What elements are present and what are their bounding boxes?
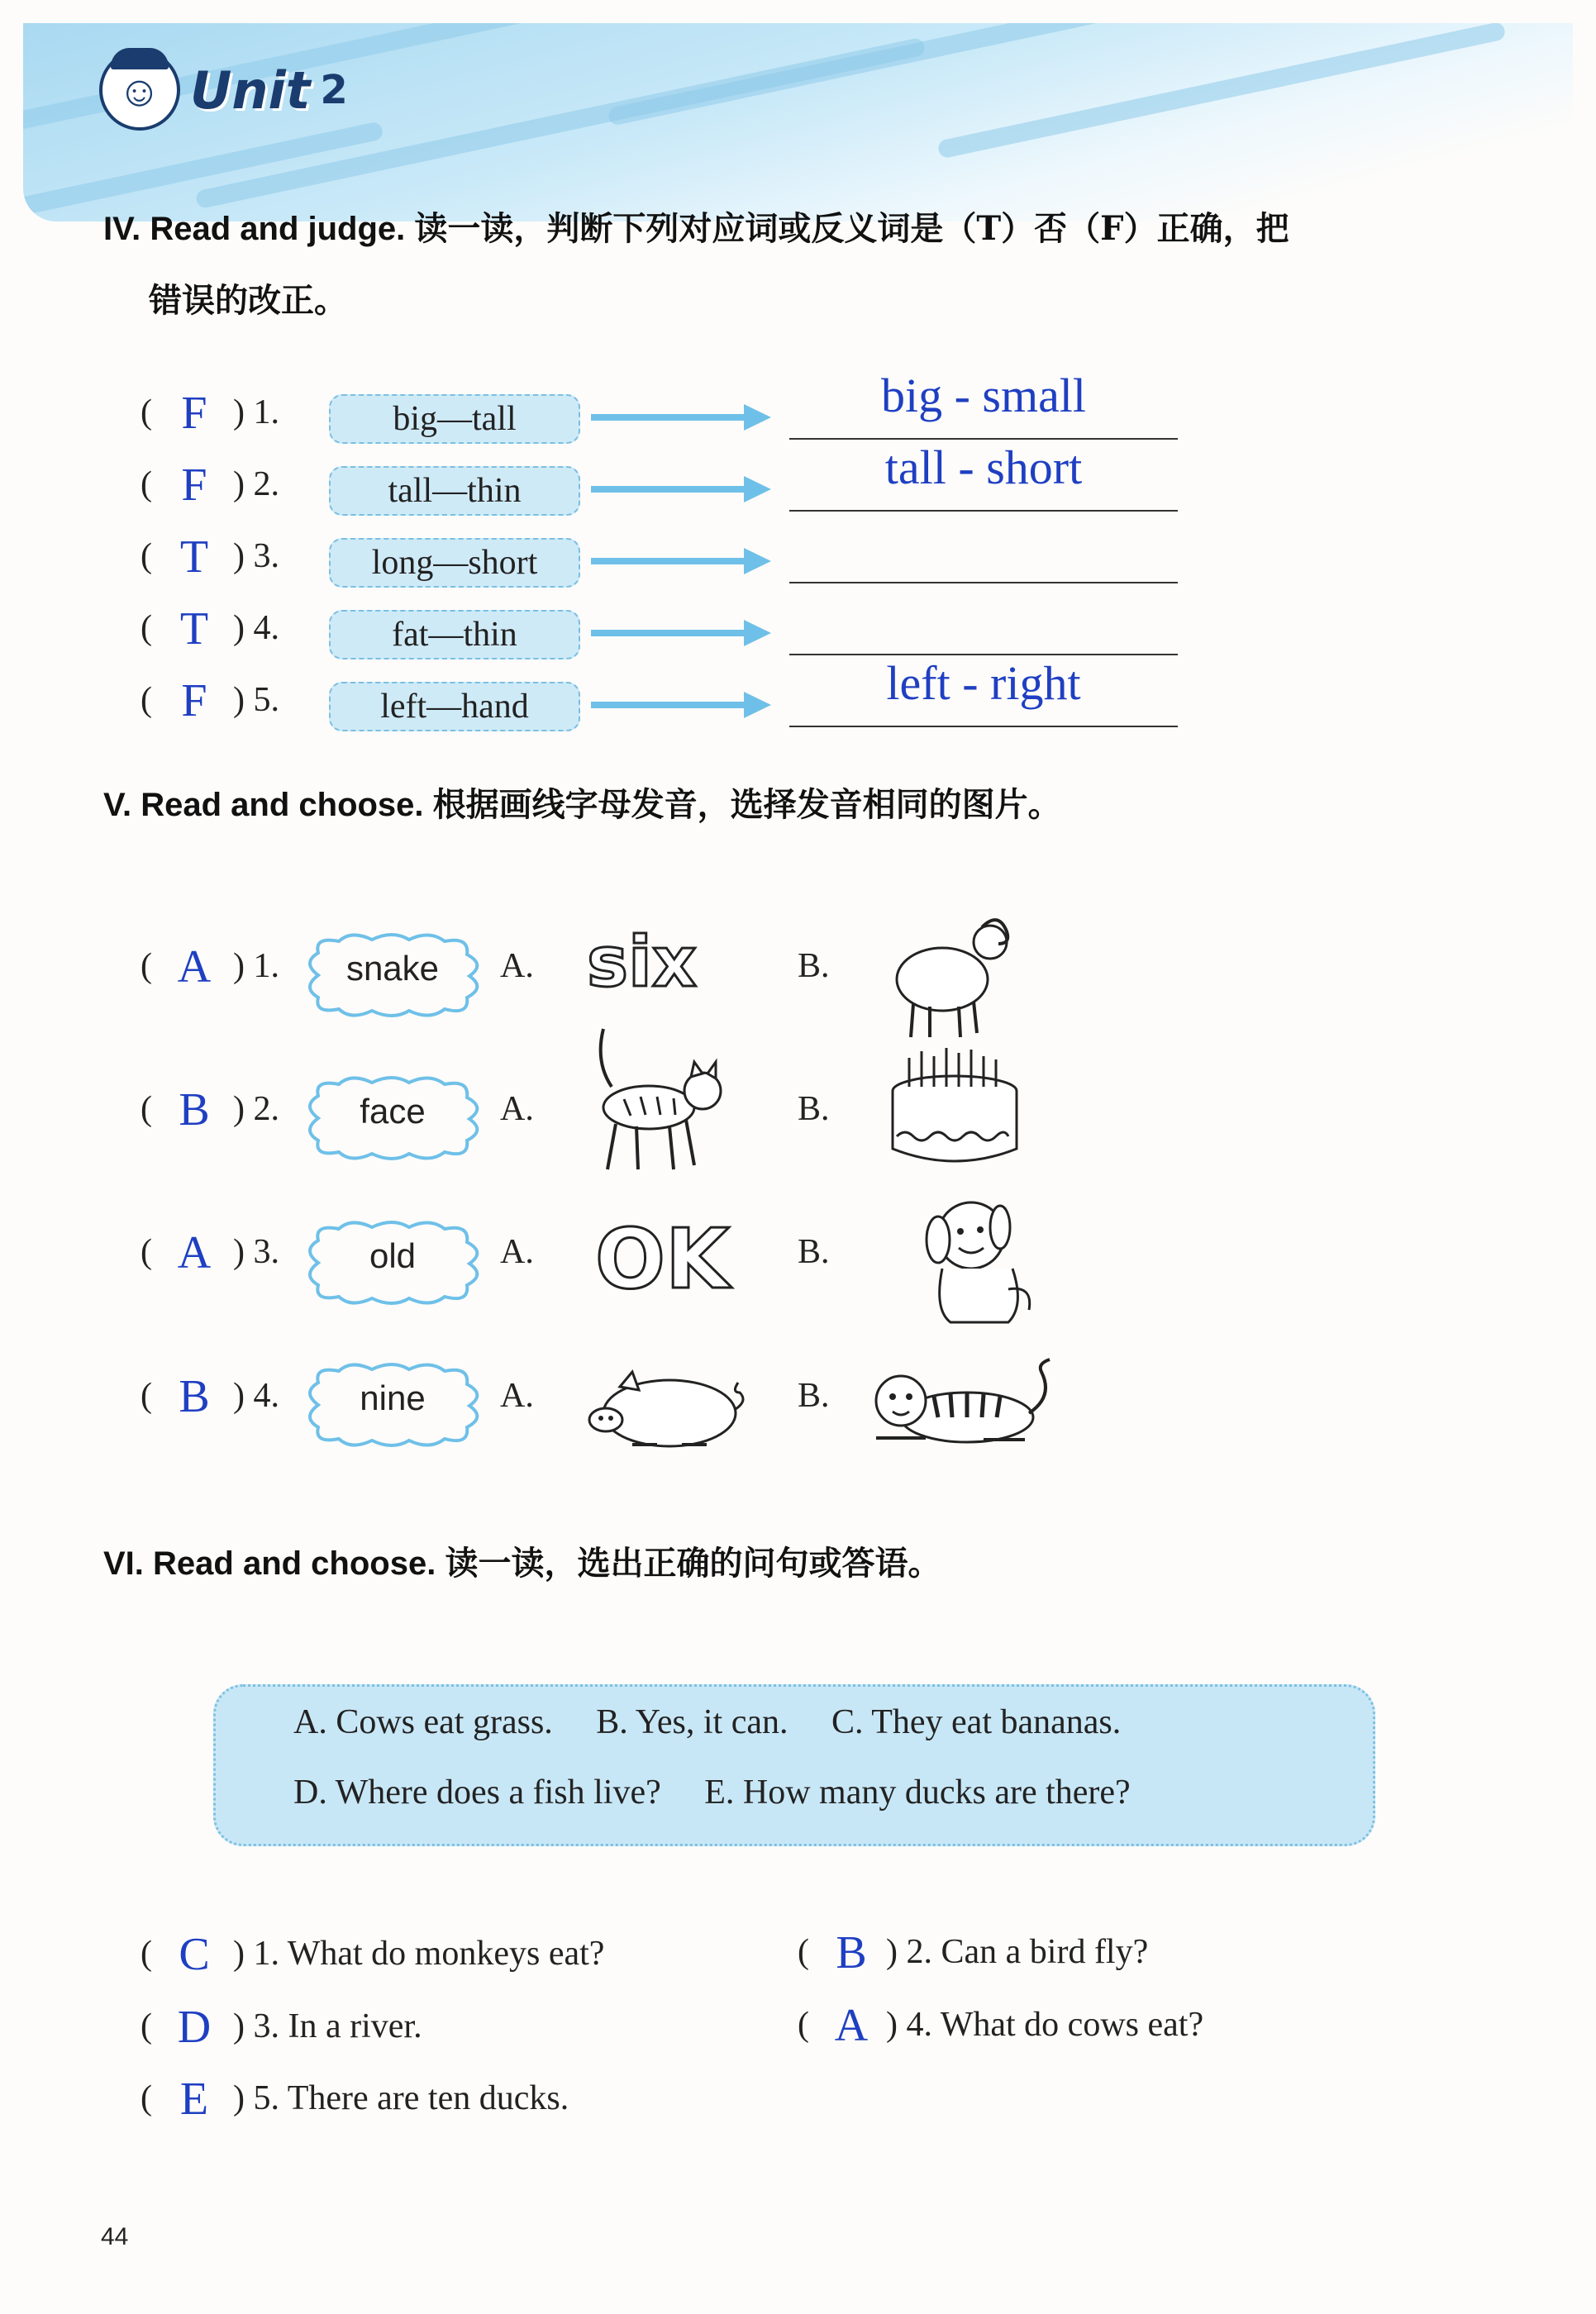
section6-title-en: VI. Read and choose. — [103, 1545, 436, 1582]
option-b-label: B. — [798, 1090, 830, 1128]
section6-heading — [103, 1537, 941, 1584]
word-pair: tall—thin — [329, 466, 580, 516]
item-number: ) 5. — [233, 681, 279, 719]
options-line-1: A. Cows eat grass. B. Yes, it can. C. They eat bananas. — [293, 1703, 1122, 1741]
correction-text: left - right — [886, 656, 1081, 710]
answer-line — [789, 510, 1178, 512]
option-a-label: A. — [500, 1377, 534, 1415]
paren-open: ( — [141, 393, 152, 431]
answer-mark: B — [836, 1927, 867, 1978]
paren-open: ( — [141, 2007, 152, 2045]
cloud-word: old — [369, 1236, 417, 1275]
option-a-label: A. — [500, 1090, 534, 1128]
question-text: ) 2. Can a bird fly? — [886, 1933, 1149, 1971]
item-number: ) 4. — [233, 609, 279, 647]
paren-open: ( — [141, 947, 152, 985]
options-line-2: D. Where does a fish live? E. How many ducks are there? — [293, 1774, 1131, 1812]
unit-title — [99, 50, 348, 131]
section4-title-en: IV. Read and judge. — [103, 211, 406, 247]
word-pair: long—short — [329, 538, 580, 588]
section6-title-cn: 读一读，选出正确的问句或答语。 — [445, 1544, 941, 1583]
page-number: 44 — [101, 2223, 129, 2250]
answer-line — [789, 726, 1178, 727]
arrow-icon — [591, 401, 773, 434]
answer-mark: C — [179, 1929, 210, 1980]
word-pair: fat—thin — [329, 610, 580, 659]
answer-mark: T — [179, 603, 209, 655]
question-text: ) 3. In a river. — [233, 2007, 422, 2045]
unit-word: Unit — [190, 60, 311, 121]
question-text: ) 5. There are ten ducks. — [233, 2079, 569, 2117]
answer-line — [789, 582, 1178, 583]
section5-title-cn: 根据画线字母发音，选择发音相同的图片。 — [432, 785, 1061, 824]
question-text: ) 4. What do cows eat? — [886, 2006, 1204, 2044]
option-a-label: A. — [500, 1233, 534, 1271]
cloud-word: face — [360, 1092, 426, 1131]
arrow-icon — [591, 545, 773, 578]
answer-mark: E — [179, 2074, 209, 2125]
option-b-label: B. — [798, 947, 830, 985]
ok-text-icon: OK — [595, 1211, 730, 1307]
arrow-icon — [591, 688, 773, 721]
section4-title-cn-2: 错误的改正。 — [149, 281, 347, 320]
pig-icon — [583, 1364, 748, 1455]
item-number: ) 3. — [233, 537, 279, 575]
paren-open: ( — [141, 537, 152, 575]
answer-mark: F — [181, 459, 207, 511]
paren-open: ( — [141, 609, 152, 647]
sheep-icon — [884, 901, 1017, 1041]
cloud-word: nine — [360, 1378, 426, 1417]
item-number: ) 1. — [233, 947, 279, 985]
correction-text: tall - short — [884, 440, 1083, 494]
arrow-icon — [591, 617, 773, 650]
tiger-icon — [860, 1355, 1058, 1455]
paren-open: ( — [141, 1233, 152, 1271]
correction-text: big - small — [880, 369, 1087, 422]
paren-open: ( — [141, 681, 152, 719]
item-number: ) 2. — [233, 1090, 279, 1128]
answer-mark: A — [177, 941, 212, 993]
section4-heading — [103, 202, 1289, 250]
cloud-word: snake — [345, 949, 440, 988]
cat-icon — [579, 1021, 736, 1178]
section4-title-cn: 读一读，判断下列对应词或反义词是（T）否（F）正确，把 — [414, 209, 1289, 248]
item-number: ) 2. — [233, 465, 279, 503]
answer-mark: D — [177, 2002, 212, 2053]
section5-title-en: V. Read and choose. — [103, 787, 424, 823]
section5-heading — [103, 778, 1061, 826]
option-b-label: B. — [798, 1377, 830, 1415]
answer-mark: F — [181, 388, 207, 439]
paren-open: ( — [798, 2006, 809, 2044]
option-a-label: A. — [500, 947, 534, 985]
mascot-icon — [99, 50, 180, 131]
answer-mark: B — [179, 1084, 210, 1136]
six-text-icon: six — [587, 921, 697, 1002]
birthday-cake-icon — [884, 1041, 1025, 1174]
item-number: ) 1. — [233, 393, 279, 431]
unit-number: 2 — [320, 67, 348, 113]
paren-open: ( — [141, 1090, 152, 1128]
answer-mark: A — [177, 1227, 212, 1278]
option-b-label: B. — [798, 1233, 830, 1271]
paren-open: ( — [141, 2079, 152, 2117]
arrow-icon — [591, 473, 773, 506]
item-number: ) 3. — [233, 1233, 279, 1271]
paren-open: ( — [141, 465, 152, 503]
item-number: ) 4. — [233, 1377, 279, 1415]
paren-open: ( — [141, 1377, 152, 1415]
word-pair: left—hand — [329, 682, 580, 731]
paren-open: ( — [141, 1935, 152, 1973]
answer-mark: B — [179, 1371, 210, 1422]
answer-mark: F — [181, 675, 207, 726]
answer-mark: T — [179, 531, 209, 583]
question-text: ) 1. What do monkeys eat? — [233, 1935, 605, 1973]
puppy-icon — [909, 1190, 1041, 1331]
answer-mark: A — [834, 2000, 869, 2051]
paren-open: ( — [798, 1933, 809, 1971]
word-pair: big—tall — [329, 394, 580, 444]
